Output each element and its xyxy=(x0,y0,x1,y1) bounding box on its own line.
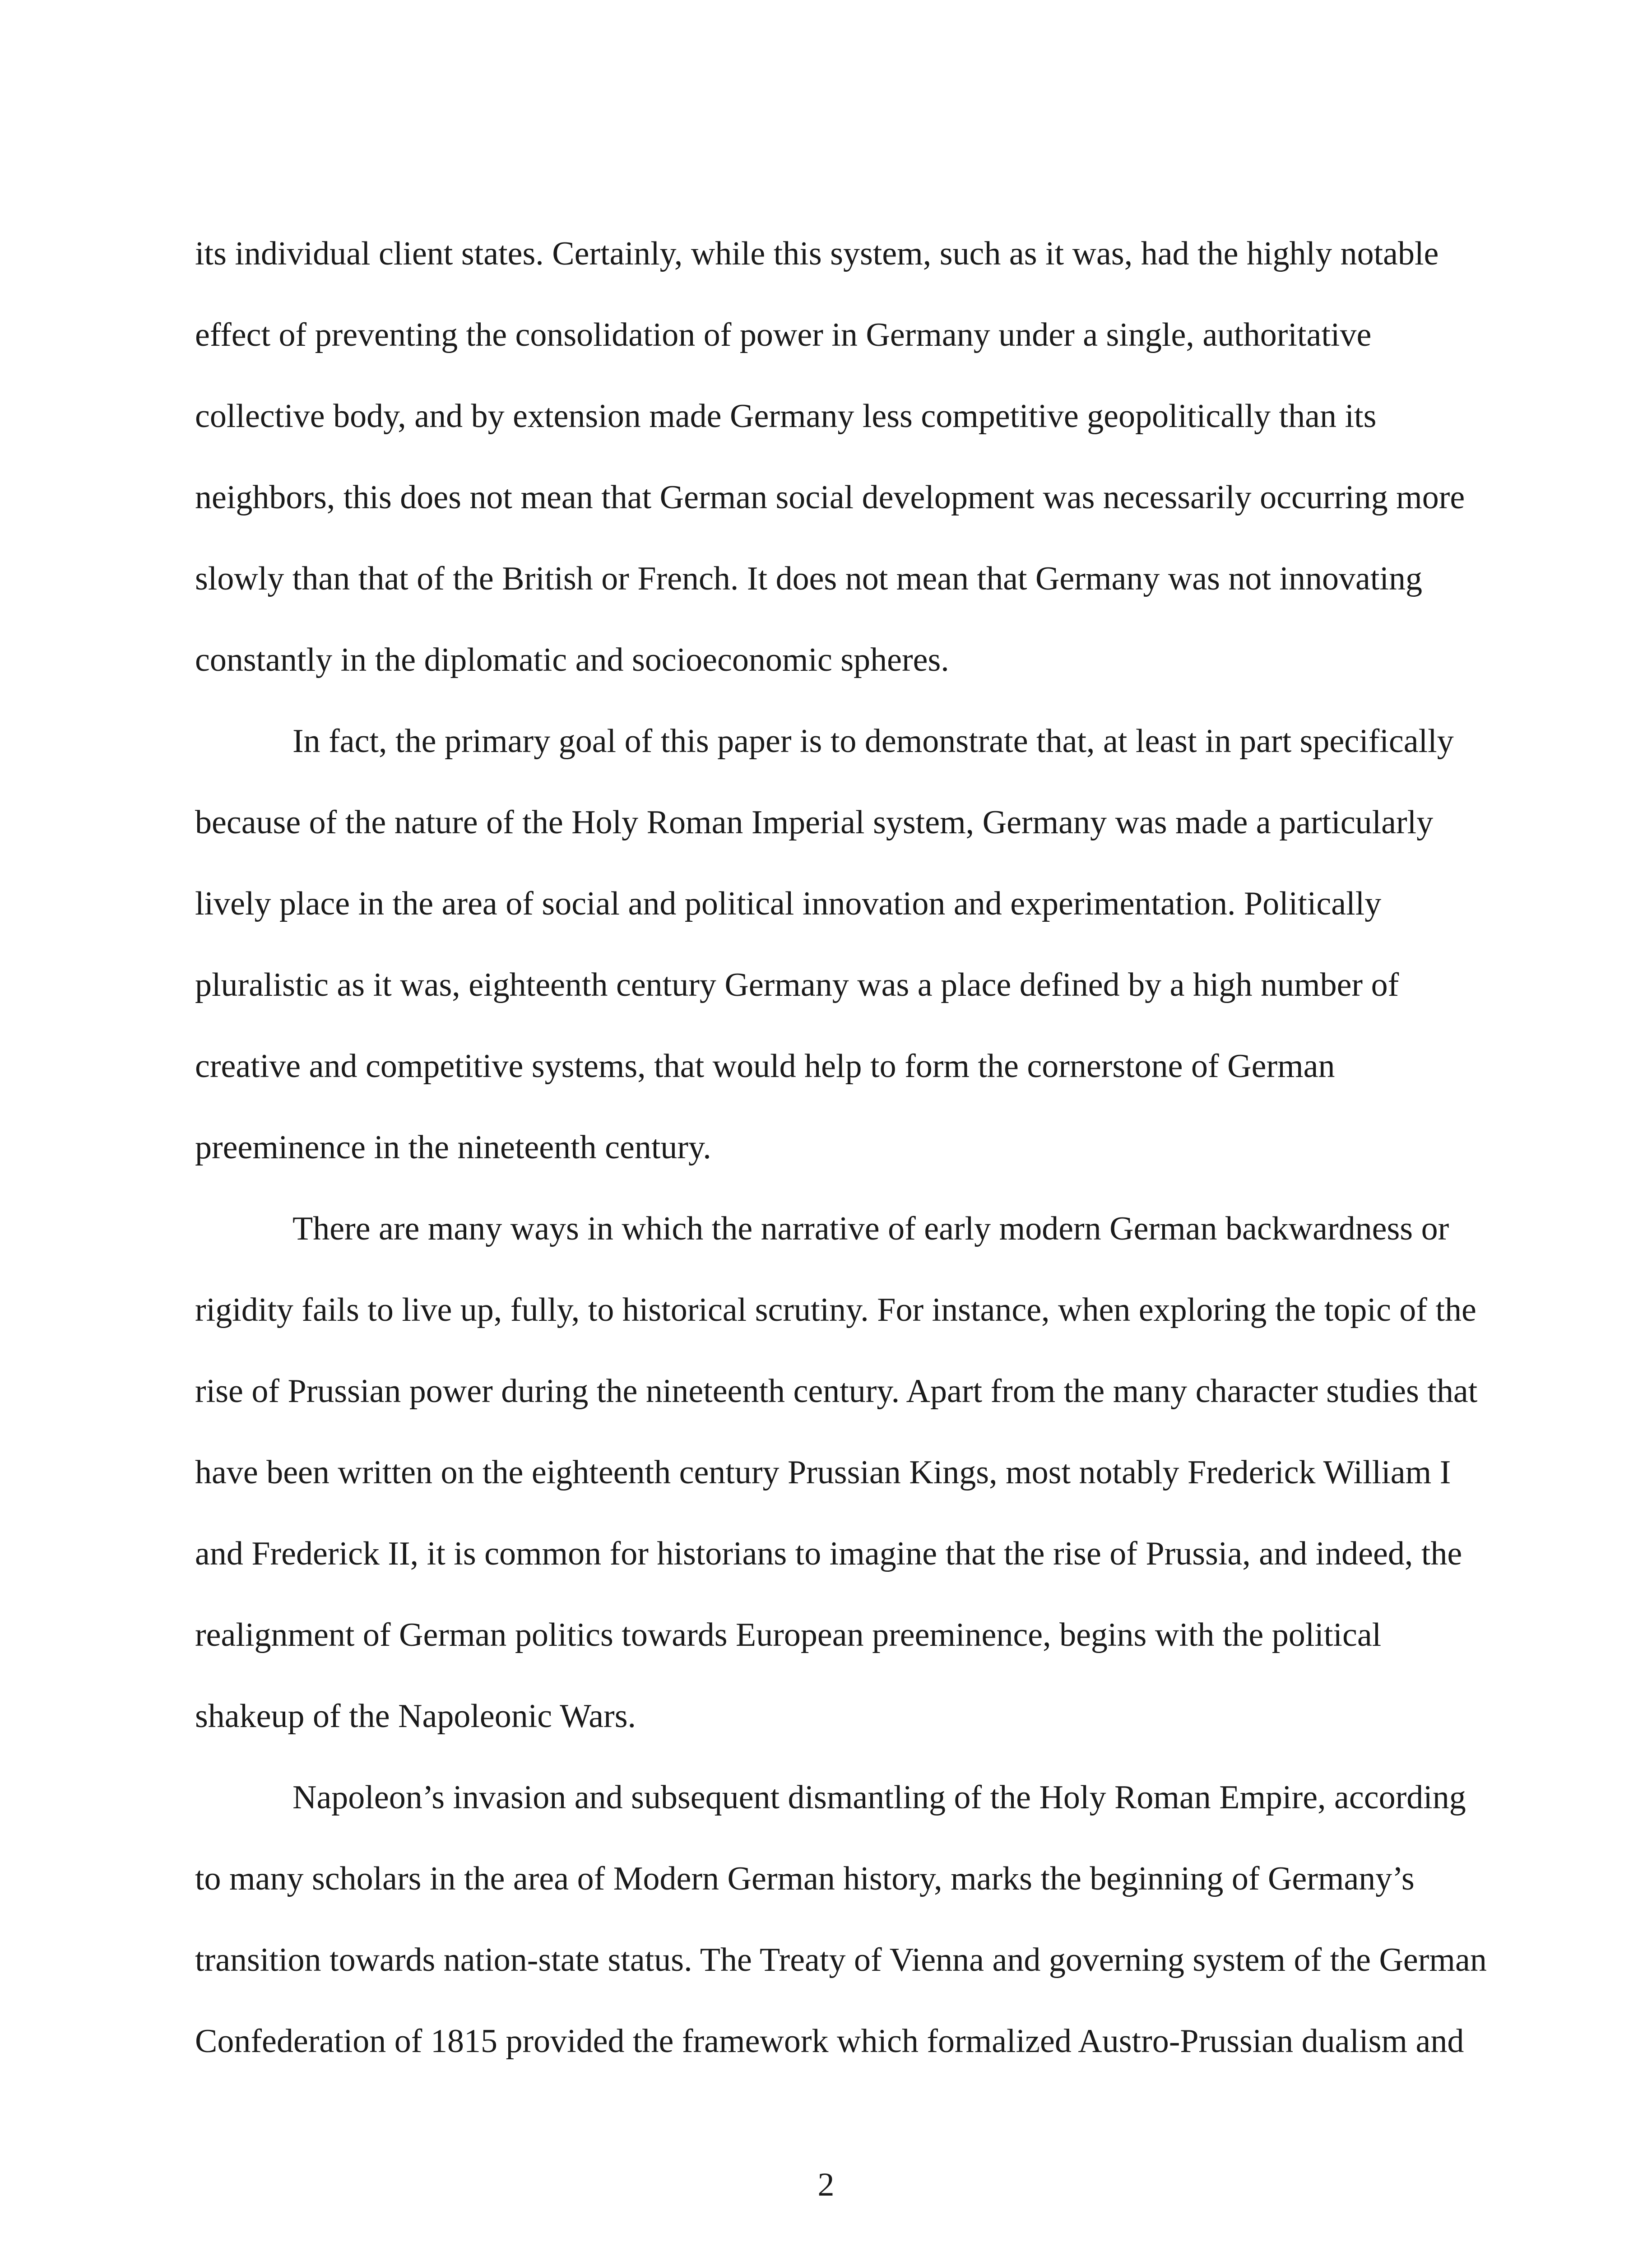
text-line: to many scholars in the area of Modern German history, marks the beginning of Germany’s xyxy=(195,1860,1415,1897)
text-line: because of the nature of the Holy Roman Imperial system, Germany was made a particularly xyxy=(195,804,1434,841)
text-line: Confederation of 1815 provided the framework which formalized Austro-Prussian dualism and xyxy=(195,2023,1464,2060)
text-line: preeminence in the nineteenth century. xyxy=(195,1129,711,1166)
text-line: shakeup of the Napoleonic Wars. xyxy=(195,1698,636,1735)
text-line: constantly in the diplomatic and socioeconomic spheres. xyxy=(195,641,949,678)
text-line: have been written on the eighteenth century Prussian Kings, most notably Frederick William I xyxy=(195,1454,1451,1491)
paragraph-4 xyxy=(195,1757,1487,2082)
text-line: realignment of German politics towards European preeminence, begins with the political xyxy=(195,1616,1382,1653)
text-line: slowly than that of the British or French. It does not mean that Germany was not innovating xyxy=(195,560,1422,597)
text-line: transition towards nation-state status. The Treaty of Vienna and governing system of the German xyxy=(195,1941,1487,1978)
text-line: pluralistic as it was, eighteenth century Germany was a place defined by a high number of xyxy=(195,966,1399,1003)
text-line: its individual client states. Certainly, while this system, such as it was, had the highly notable xyxy=(195,235,1439,272)
text-line: rise of Prussian power during the nineteenth century. Apart from the many character studies that xyxy=(195,1373,1478,1410)
text-line: In fact, the primary goal of this paper is to demonstrate that, at least in part specifically xyxy=(292,723,1454,760)
text-line: Napoleon’s invasion and subsequent dismantling of the Holy Roman Empire, according xyxy=(292,1779,1466,1816)
text-line: There are many ways in which the narrative of early modern German backwardness or xyxy=(292,1210,1449,1247)
text-line: neighbors, this does not mean that German social development was necessarily occurring more xyxy=(195,479,1465,516)
text-line: and Frederick II, it is common for historians to imagine that the rise of Prussia, and indeed, the xyxy=(195,1535,1462,1572)
paragraph-1 xyxy=(195,213,1464,701)
body-text xyxy=(195,213,1487,2082)
text-line: effect of preventing the consolidation of power in Germany under a single, authoritative xyxy=(195,316,1372,353)
paragraph-3 xyxy=(195,1188,1478,1757)
text-line: creative and competitive systems, that would help to form the cornerstone of German xyxy=(195,1048,1335,1085)
paragraph-2 xyxy=(195,701,1464,1188)
text-line: lively place in the area of social and political innovation and experimentation. Politically xyxy=(195,885,1382,922)
text-line: rigidity fails to live up, fully, to historical scrutiny. For instance, when exploring the topic of the xyxy=(195,1291,1476,1328)
text-line: collective body, and by extension made Germany less competitive geopolitically than its xyxy=(195,398,1377,435)
page-number: 2 xyxy=(817,2166,835,2203)
